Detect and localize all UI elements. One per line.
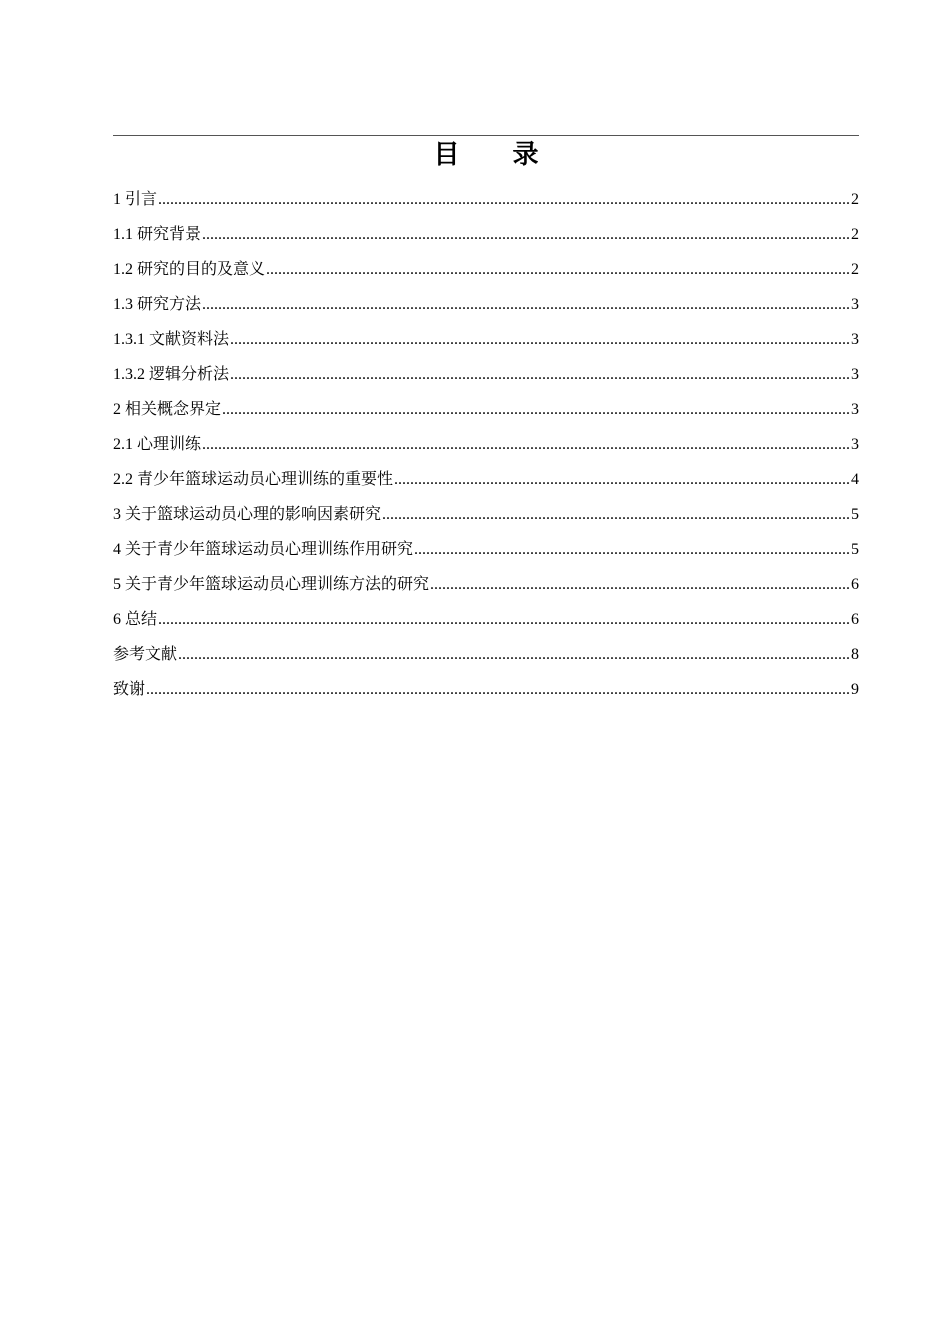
toc-entry[interactable]	[113, 182, 859, 217]
toc-leader-dots	[202, 287, 850, 322]
toc-entry[interactable]	[113, 497, 859, 532]
toc-entry[interactable]	[113, 462, 859, 497]
toc-entry[interactable]	[113, 672, 859, 707]
toc-entry[interactable]	[113, 532, 859, 567]
toc-leader-dots	[158, 182, 850, 217]
toc-entry-page: 6	[851, 611, 859, 628]
toc-entry-text: 致谢	[113, 681, 146, 698]
toc-entry-text: 1 引言	[113, 191, 158, 208]
toc-entry-text: 3 关于篮球运动员心理的影响因素研究	[113, 506, 382, 523]
toc-leader-dots	[222, 392, 850, 427]
toc-entry-page: 8	[851, 646, 859, 663]
toc-entry-text: 1.2 研究的目的及意义	[113, 261, 266, 278]
toc-entry-text: 2 相关概念界定	[113, 401, 222, 418]
toc-entry-text: 2.2 青少年篮球运动员心理训练的重要性	[113, 471, 394, 488]
toc-entry[interactable]	[113, 217, 859, 252]
toc-entry-page: 4	[851, 471, 859, 488]
toc-list	[113, 182, 859, 707]
toc-leader-dots	[230, 322, 850, 357]
toc-entry[interactable]	[113, 357, 859, 392]
toc-entry[interactable]	[113, 252, 859, 287]
toc-leader-dots	[158, 602, 850, 637]
toc-entry-text: 6 总结	[113, 611, 158, 628]
toc-entry[interactable]	[113, 637, 859, 672]
toc-entry-page: 3	[851, 296, 859, 313]
toc-entry-text: 5 关于青少年篮球运动员心理训练方法的研究	[113, 576, 430, 593]
toc-entry-page: 3	[851, 401, 859, 418]
toc-leader-dots	[202, 427, 850, 462]
toc-entry[interactable]	[113, 287, 859, 322]
toc-leader-dots	[266, 252, 850, 287]
toc-entry[interactable]	[113, 392, 859, 427]
toc-leader-dots	[394, 462, 850, 497]
header-rule	[113, 135, 859, 136]
toc-entry-page: 3	[851, 331, 859, 348]
toc-entry-text: 1.3 研究方法	[113, 296, 202, 313]
toc-entry-page: 2	[851, 226, 859, 243]
toc-leader-dots	[230, 357, 850, 392]
toc-leader-dots	[202, 217, 850, 252]
toc-entry[interactable]	[113, 567, 859, 602]
toc-entry-page: 2	[851, 261, 859, 278]
toc-entry[interactable]	[113, 427, 859, 462]
toc-entry-text: 参考文献	[113, 646, 178, 663]
toc-entry-page: 6	[851, 576, 859, 593]
toc-leader-dots	[178, 637, 850, 672]
toc-entry-page: 5	[851, 506, 859, 523]
toc-entry-page: 3	[851, 366, 859, 383]
toc-entry-text: 2.1 心理训练	[113, 436, 202, 453]
toc-entry-text: 1.1 研究背景	[113, 226, 202, 243]
toc-entry-page: 3	[851, 436, 859, 453]
toc-entry[interactable]	[113, 322, 859, 357]
toc-entry[interactable]	[113, 602, 859, 637]
toc-leader-dots	[146, 672, 850, 707]
toc-entry-page: 5	[851, 541, 859, 558]
toc-leader-dots	[414, 532, 850, 567]
toc-leader-dots	[382, 497, 850, 532]
toc-title: 目 录	[433, 140, 561, 170]
toc-entry-text: 1.3.1 文献资料法	[113, 331, 230, 348]
toc-entry-page: 2	[851, 191, 859, 208]
toc-leader-dots	[430, 567, 850, 602]
toc-entry-text: 1.3.2 逻辑分析法	[113, 366, 230, 383]
toc-entry-page: 9	[851, 681, 859, 698]
toc-entry-text: 4 关于青少年篮球运动员心理训练作用研究	[113, 541, 414, 558]
